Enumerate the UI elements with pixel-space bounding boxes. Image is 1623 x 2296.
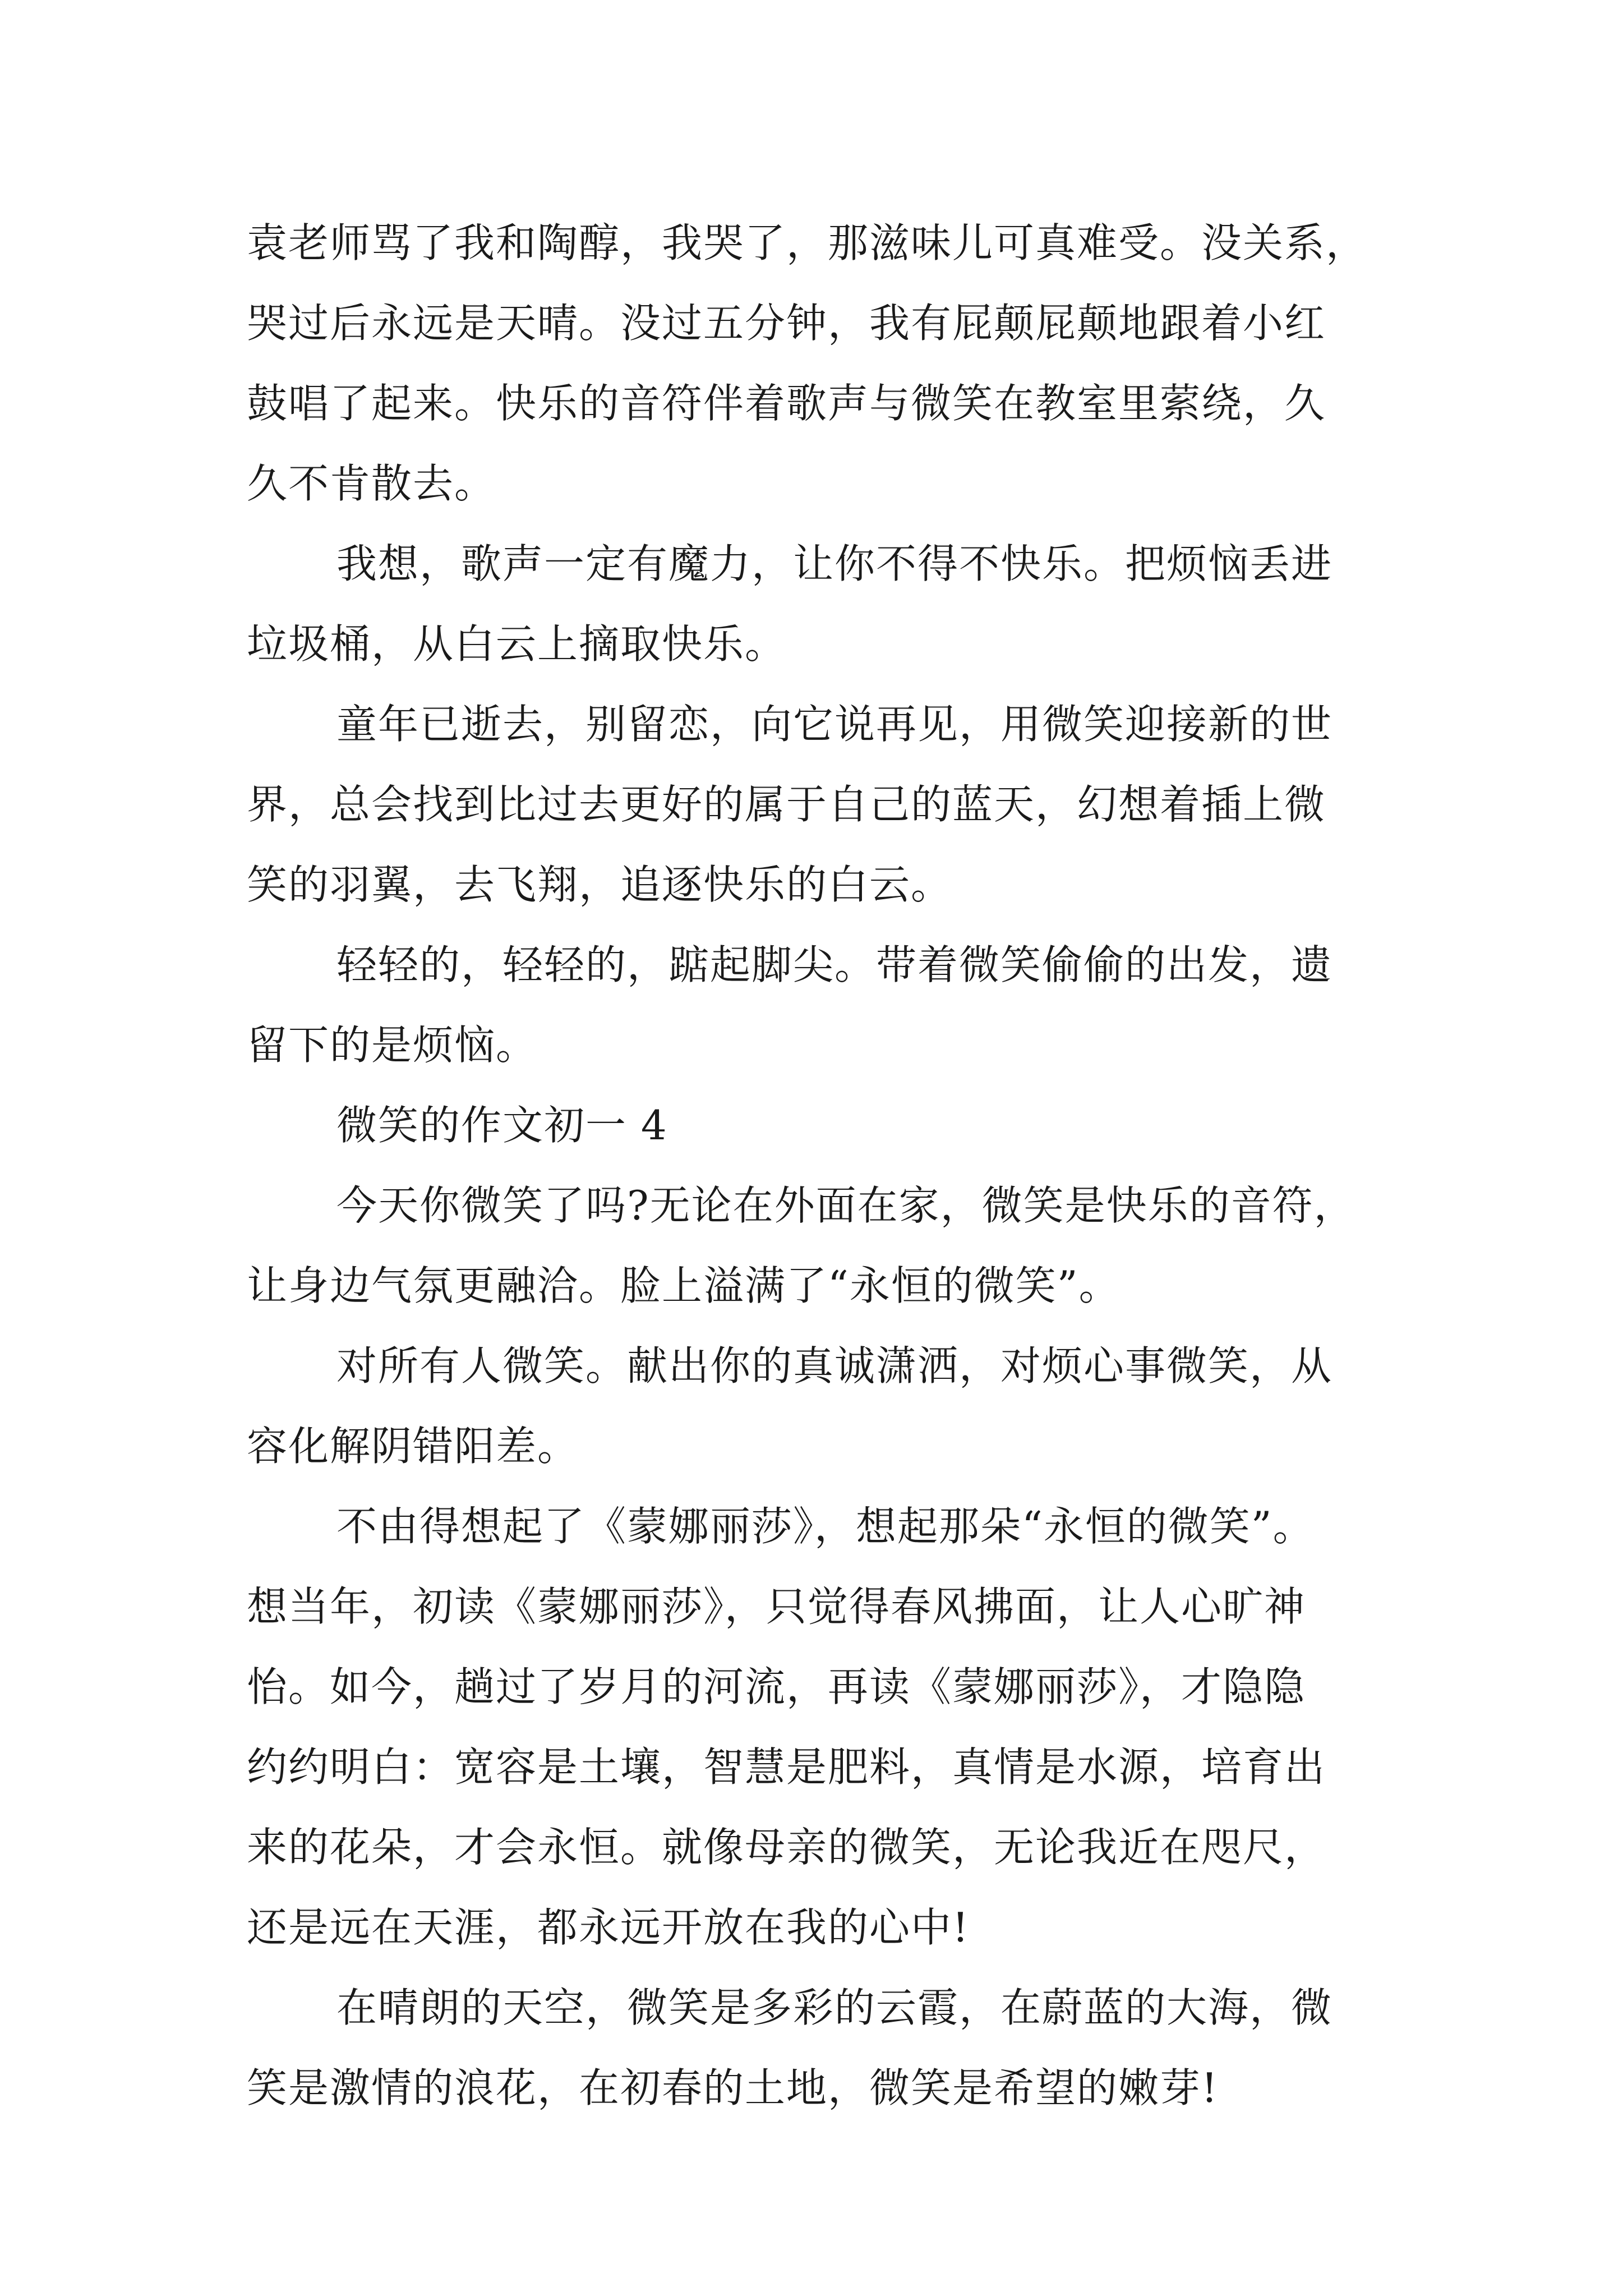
text-line: 不由得想起了《蒙娜丽莎》，想起那朵“永恒的微笑”。	[336, 1503, 1315, 1550]
text-line: 鼓唱了起来。快乐的音符伴着歌声与微笑在教室里萦绕，久	[247, 380, 1326, 427]
text-line: 怡。如今，趟过了岁月的河流，再读《蒙娜丽莎》，才隐隐	[247, 1663, 1306, 1710]
text-line: 约约明白：宽容是土壤，智慧是肥料，真情是水源，培育出	[247, 1743, 1326, 1791]
text-line: 久不肯散去。	[247, 460, 496, 507]
text-line: 笑是激情的浪花，在初春的土地，微笑是希望的嫩芽!	[247, 2064, 1219, 2111]
text-line: 对所有人微笑。献出你的真诚潇洒，对烦心事微笑，从	[336, 1342, 1333, 1389]
text-line: 垃圾桶，从白云上摘取快乐。	[247, 620, 787, 668]
text-line: 留下的是烦恼。	[247, 1022, 538, 1069]
text-line: 童年已逝去，别留恋，向它说再见，用微笑迎接新的世	[336, 701, 1333, 748]
text-line: 笑的羽翼，去飞翔，追逐快乐的白云。	[247, 861, 953, 908]
text-line: 还是远在天涯，都永远开放在我的心中!	[247, 1904, 970, 1951]
text-line: 界，总会找到比过去更好的属于自己的蓝天，幻想着插上微	[247, 781, 1326, 828]
text-line: 容化解阴错阳差。	[247, 1423, 579, 1470]
text-line: 今天你微笑了吗?无论在外面在家，微笑是快乐的音符，	[336, 1182, 1355, 1229]
section-heading: 微笑的作文初一 4	[336, 1102, 668, 1149]
text-line: 想当年，初读《蒙娜丽莎》，只觉得春风拂面，让人心旷神	[247, 1583, 1306, 1630]
text-line: 在晴朗的天空，微笑是多彩的云霞，在蔚蓝的大海，微	[336, 1984, 1333, 2031]
text-line: 让身边气氛更融洽。脸上溢满了“永恒的微笑”。	[247, 1262, 1121, 1309]
text-line: 来的花朵，才会永恒。就像母亲的微笑，无论我近在咫尺，	[247, 1824, 1326, 1871]
text-line: 袁老师骂了我和陶醇，我哭了，那滋味儿可真难受。没关系，	[247, 219, 1368, 266]
text-line: 哭过后永远是天晴。没过五分钟，我有屁颠屁颠地跟着小红	[247, 300, 1326, 347]
text-line: 轻轻的，轻轻的，踮起脚尖。带着微笑偷偷的出发，遗	[336, 941, 1333, 988]
text-line: 我想，歌声一定有魔力，让你不得不快乐。把烦恼丢进	[336, 540, 1333, 587]
